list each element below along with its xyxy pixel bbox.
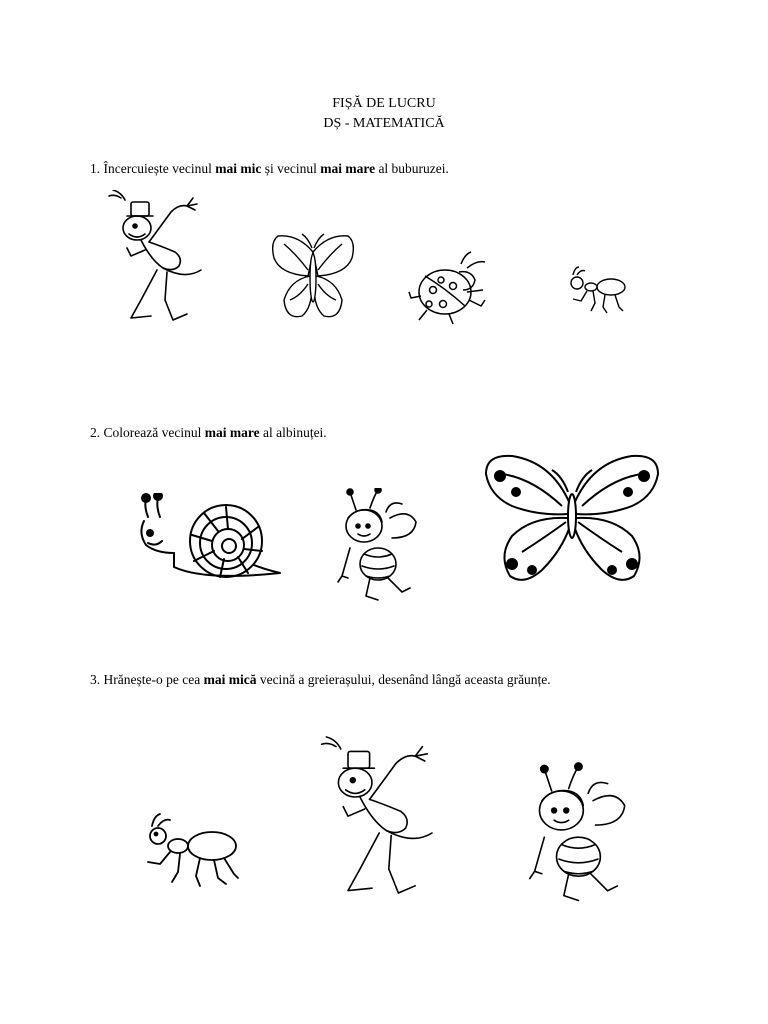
task-number: 3. <box>90 672 101 687</box>
task-number: 1. <box>90 161 101 176</box>
butterfly-icon <box>268 230 358 324</box>
grasshopper-icon <box>100 190 212 330</box>
task-text: Colorează vecinul <box>103 425 205 440</box>
task-emphasis: mai mică <box>203 672 257 687</box>
butterfly-icon <box>482 452 662 587</box>
task-text: și vecinul <box>261 161 321 176</box>
task-3-instruction <box>90 671 551 689</box>
bee-icon <box>520 762 632 910</box>
task-1-instruction <box>90 160 449 178</box>
snail-icon <box>134 493 284 588</box>
ant-icon <box>565 265 633 317</box>
task-text: Încercuiește vecinul <box>103 161 216 176</box>
worksheet-title: FIȘĂ DE LUCRU <box>332 96 436 111</box>
task-emphasis: mai mare <box>204 425 260 440</box>
task-text: vecină a greierașului, desenând lângă aceasta grăunțe. <box>256 672 551 687</box>
task-2-instruction <box>90 424 327 442</box>
task-text: Hrănește-o pe cea <box>103 672 204 687</box>
task-emphasis: mai mic <box>215 161 262 176</box>
bee-icon <box>330 488 422 606</box>
task-text: al buburuzei. <box>375 161 449 176</box>
worksheet-subtitle: DȘ - MATEMATICĂ <box>323 116 445 131</box>
task-emphasis: mai mare <box>320 161 376 176</box>
grasshopper-icon <box>312 730 444 912</box>
task-number: 2. <box>90 425 101 440</box>
ant-icon <box>140 812 240 894</box>
task-text: al albinuței. <box>259 425 327 440</box>
ladybug-icon <box>405 250 493 328</box>
